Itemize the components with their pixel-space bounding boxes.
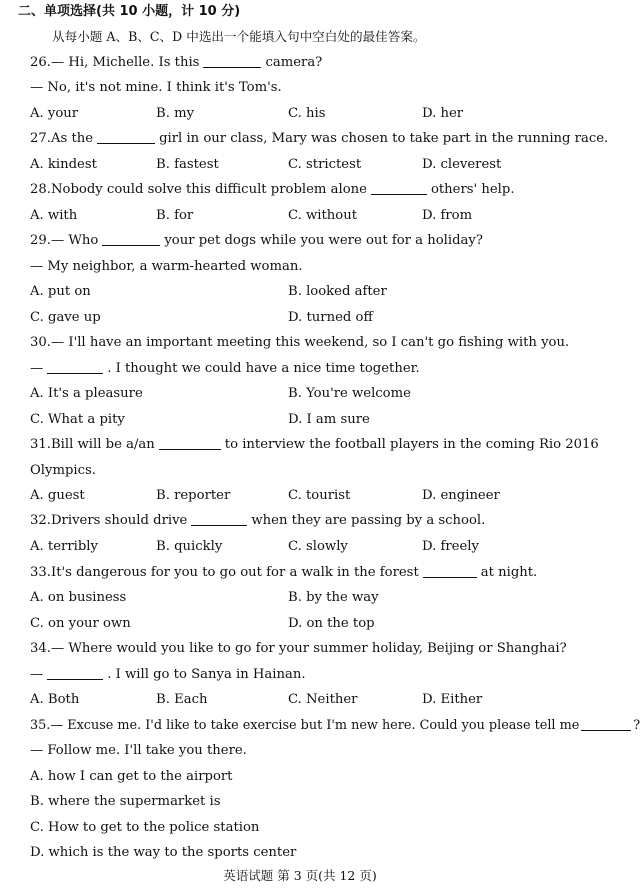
question-29-options-row1 bbox=[30, 282, 588, 302]
question-30-stem bbox=[30, 333, 588, 353]
stem-text: to interview the football players in the coming Rio 2016 bbox=[224, 437, 599, 452]
stem-text: — I'll have an important meeting this weekend, so I can't go fishing with you. bbox=[50, 335, 570, 350]
option-d: D. I am sure bbox=[288, 412, 370, 427]
question-34-options bbox=[30, 690, 588, 710]
reply-dash: — bbox=[30, 667, 44, 682]
stem-text: — Excuse me. I'd like to take exercise but I'm new here. Could you please tell me bbox=[50, 718, 580, 733]
question-27-stem bbox=[30, 129, 609, 149]
option-b: B. my bbox=[156, 106, 195, 121]
option-c: C. What a pity bbox=[30, 412, 125, 427]
stem-text: It's dangerous for you to go out for a walk in the forest bbox=[50, 565, 419, 580]
stem-text: ? bbox=[633, 718, 640, 733]
answer-blank bbox=[102, 231, 160, 246]
stem-text: As the bbox=[50, 131, 94, 146]
question-number: 28. bbox=[30, 182, 51, 197]
question-number: 30. bbox=[30, 335, 51, 350]
option-d: D. engineer bbox=[422, 488, 500, 503]
question-30-options-row1 bbox=[30, 384, 588, 404]
option-a: A. with bbox=[30, 208, 78, 223]
option-d: D. freely bbox=[422, 539, 479, 554]
question-31-stem bbox=[30, 435, 599, 455]
question-33-stem bbox=[30, 563, 588, 583]
question-26-options bbox=[30, 104, 588, 124]
stem-text: your pet dogs while you were out for a holiday? bbox=[164, 233, 483, 248]
question-33-options-row1 bbox=[30, 588, 588, 608]
option-a: A. Both bbox=[30, 692, 80, 707]
question-28-stem bbox=[30, 180, 588, 200]
stem-text: — Who bbox=[50, 233, 99, 248]
question-30-options-row2 bbox=[30, 410, 588, 430]
option-c: C. on your own bbox=[30, 616, 131, 631]
reply-dash: — bbox=[30, 361, 44, 376]
question-33-options-row2 bbox=[30, 614, 588, 634]
section-instruction: 从每小题 A、B、C、D 中选出一个能填入句中空白处的最佳答案。 bbox=[52, 29, 426, 44]
option-b: B. fastest bbox=[156, 157, 219, 172]
option-c: C. strictest bbox=[288, 157, 362, 172]
reply-text: . I will go to Sanya in Hainan. bbox=[107, 667, 306, 682]
question-35-stem bbox=[30, 716, 640, 736]
stem-text: Bill will be a/an bbox=[50, 437, 155, 452]
question-31-options bbox=[30, 486, 588, 506]
answer-blank bbox=[47, 359, 103, 374]
option-d: D. cleverest bbox=[422, 157, 502, 172]
option-c: C. Neither bbox=[288, 692, 358, 707]
option-c: C. tourist bbox=[288, 488, 351, 503]
answer-blank bbox=[581, 716, 631, 731]
question-31-stem-cont: Olympics. bbox=[30, 463, 96, 478]
option-b: B. quickly bbox=[156, 539, 223, 554]
question-number: 32. bbox=[30, 513, 51, 528]
option-b: B. where the supermarket is bbox=[30, 794, 221, 809]
question-29-stem bbox=[30, 231, 588, 251]
answer-blank bbox=[371, 180, 427, 195]
stem-text: others' help. bbox=[430, 182, 515, 197]
question-28-options bbox=[30, 206, 588, 226]
option-a: A. how I can get to the airport bbox=[30, 769, 233, 784]
option-c: C. his bbox=[288, 106, 326, 121]
question-27-options bbox=[30, 155, 588, 175]
question-number: 34. bbox=[30, 641, 51, 656]
question-29-reply: — My neighbor, a warm-hearted woman. bbox=[30, 259, 303, 274]
answer-blank bbox=[97, 129, 155, 144]
question-30-reply bbox=[30, 359, 588, 379]
question-32-options bbox=[30, 537, 588, 557]
question-32-stem bbox=[30, 511, 588, 531]
stem-text: when they are passing by a school. bbox=[251, 513, 486, 528]
question-34-reply bbox=[30, 665, 588, 685]
stem-text: at night. bbox=[480, 565, 538, 580]
answer-blank bbox=[203, 53, 261, 68]
question-26-reply: — No, it's not mine. I think it's Tom's. bbox=[30, 80, 282, 95]
stem-text: Drivers should drive bbox=[50, 513, 188, 528]
reply-text: . I thought we could have a nice time together. bbox=[107, 361, 420, 376]
option-b: B. for bbox=[156, 208, 194, 223]
option-a: A. It's a pleasure bbox=[30, 386, 143, 401]
section-title: 二、单项选择(共 10 小题，计 10 分) bbox=[18, 4, 241, 19]
option-a: A. put on bbox=[30, 284, 91, 299]
option-d: D. which is the way to the sports center bbox=[30, 845, 297, 860]
option-c: C. without bbox=[288, 208, 358, 223]
option-b: B. looked after bbox=[288, 284, 387, 299]
question-26-stem bbox=[30, 53, 588, 73]
option-d: D. turned off bbox=[288, 310, 373, 325]
option-a: A. terribly bbox=[30, 539, 98, 554]
stem-text: camera? bbox=[265, 55, 323, 70]
option-a: A. guest bbox=[30, 488, 85, 503]
answer-blank bbox=[159, 435, 221, 450]
question-number: 31. bbox=[30, 437, 51, 452]
stem-text: — Where would you like to go for your summer holiday, Beijing or Shanghai? bbox=[50, 641, 567, 656]
question-29-options-row2 bbox=[30, 308, 588, 328]
option-b: B. by the way bbox=[288, 590, 379, 605]
option-d: D. on the top bbox=[288, 616, 375, 631]
stem-text: girl in our class, Mary was chosen to take part in the running race. bbox=[159, 131, 609, 146]
option-c: C. slowly bbox=[288, 539, 348, 554]
option-c: C. gave up bbox=[30, 310, 101, 325]
question-number: 33. bbox=[30, 565, 51, 580]
question-34-stem bbox=[30, 639, 588, 659]
option-b: B. You're welcome bbox=[288, 386, 411, 401]
option-d: D. her bbox=[422, 106, 464, 121]
stem-text: Nobody could solve this difficult problem alone bbox=[50, 182, 367, 197]
option-b: B. Each bbox=[156, 692, 208, 707]
question-number: 26. bbox=[30, 55, 51, 70]
question-number: 29. bbox=[30, 233, 51, 248]
question-number: 35. bbox=[30, 718, 51, 733]
option-a: A. on business bbox=[30, 590, 127, 605]
question-number: 27. bbox=[30, 131, 51, 146]
option-a: A. your bbox=[30, 106, 79, 121]
option-b: B. reporter bbox=[156, 488, 231, 503]
answer-blank bbox=[47, 665, 103, 680]
stem-text: — Hi, Michelle. Is this bbox=[50, 55, 200, 70]
option-d: D. from bbox=[422, 208, 473, 223]
question-35-reply: — Follow me. I'll take you there. bbox=[30, 743, 247, 758]
page-footer: 英语试题 第 3 页(共 12 页) bbox=[223, 868, 377, 883]
option-d: D. Either bbox=[422, 692, 483, 707]
option-c: C. How to get to the police station bbox=[30, 820, 260, 835]
answer-blank bbox=[423, 563, 477, 578]
option-a: A. kindest bbox=[30, 157, 97, 172]
answer-blank bbox=[191, 511, 247, 526]
